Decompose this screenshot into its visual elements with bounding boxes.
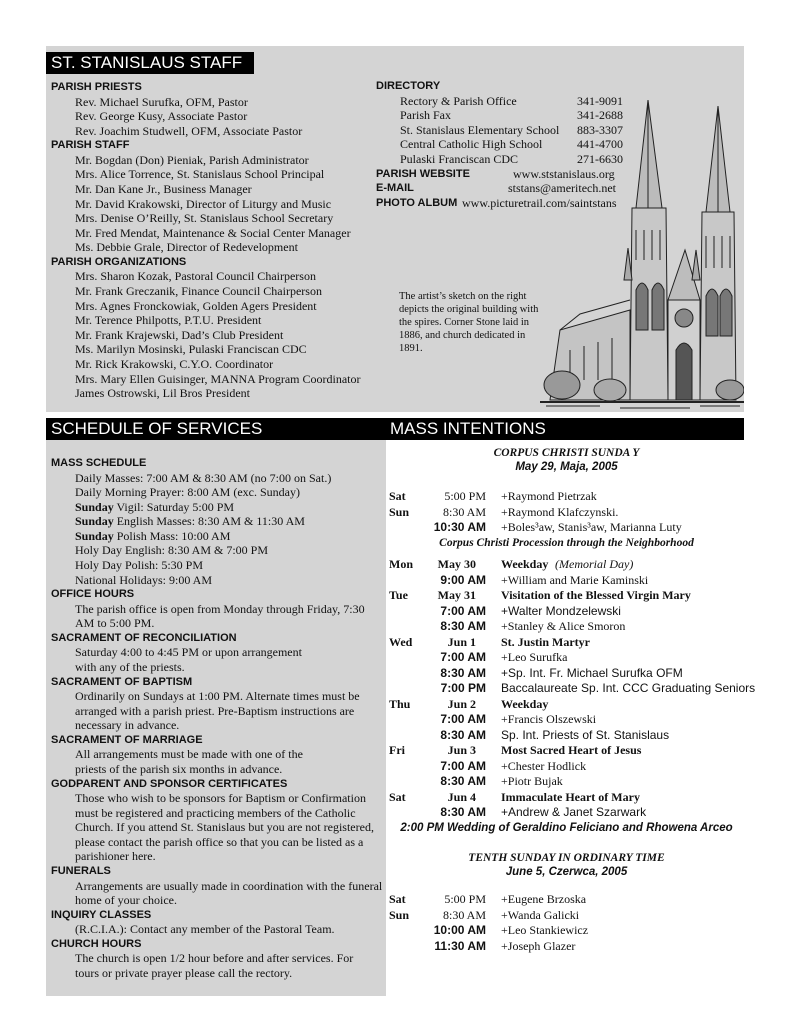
intention-time: 7:00 PM: [440, 681, 486, 695]
mass-intention-row: [389, 666, 744, 682]
mass-intention-row: [389, 923, 744, 939]
sketch-caption: The artist’s sketch on the right depicts the original building with the spires. Corner Stone laid in 1886, and church dedicated in 1891.: [399, 291, 539, 354]
staff-section-title: PARISH STAFF: [51, 139, 130, 152]
mass-intention-row: [389, 573, 744, 589]
directory-label: Pulaski Franciscan CDC: [400, 151, 518, 166]
church-hours-title: CHURCH HOURS: [51, 937, 142, 950]
staff-member: Mrs. Sharon Kozak, Pastoral Council Chairperson: [75, 269, 316, 284]
mass-schedule-line: [51, 471, 386, 486]
intention-time: 7:00 AM: [440, 650, 486, 664]
intention-text: +Francis Olszewski: [501, 712, 597, 726]
staff-member: Mrs. Alice Torrence, St. Stanislaus School Principal: [75, 167, 325, 182]
directory-label: St. Stanislaus Elementary School: [400, 122, 560, 137]
mass-schedule-text: Polish Mass: 10:00 AM: [113, 528, 231, 543]
mass-intention-row: [389, 588, 744, 604]
funerals-title: FUNERALS: [51, 865, 111, 878]
intention-time: 10:30 AM: [433, 520, 486, 534]
intention-text: Weekday: [501, 696, 549, 711]
intention-time: May 30: [437, 557, 476, 571]
directory-number: 883-3307: [577, 122, 623, 137]
directory-number: 341-2688: [577, 108, 623, 123]
intention-time: 7:00 AM: [440, 712, 486, 726]
mass-intention-row: [389, 712, 744, 728]
intention-time: Jun 4: [447, 789, 476, 804]
godparent-title: GODPARENT AND SPONSOR CERTIFICATES: [51, 777, 288, 790]
staff-member: Mr. Rick Krakowski, C.Y.O. Coordinator: [75, 357, 274, 371]
mass-schedule-text: Daily Morning Prayer: 8:00 AM (exc. Sunday): [75, 485, 300, 500]
mass-intention-row: [389, 774, 744, 790]
mass-intention-row: [389, 790, 744, 806]
reconciliation-text: Saturday 4:00 to 4:45 PM or upon arrangement with any of the priests.: [75, 645, 302, 675]
mass-intention-row: [389, 604, 744, 620]
intention-text: +Leo Stankiewicz: [501, 923, 589, 937]
staff-member: Ms. Debbie Grale, Director of Redevelopment: [75, 240, 298, 255]
intention-time: 7:00 AM: [440, 758, 486, 773]
mass-header: MASS INTENTIONS: [386, 418, 744, 440]
inquiry-classes-title: INQUIRY CLASSES: [51, 908, 152, 921]
intention-time: 11:30 AM: [434, 938, 486, 953]
baptism-text: Ordinarily on Sundays at 1:00 PM. Alternate times must be arranged with a parish priest. Pre-Baptism instructions are necessary in advance.: [75, 689, 360, 733]
intention-day: Sat: [389, 892, 406, 906]
mass-intention-row: [389, 805, 744, 821]
directory-number: 341-9091: [577, 93, 623, 108]
mass-intention-row: [389, 650, 744, 666]
intention-day: Sun: [389, 907, 410, 922]
mass-schedule-day: Sunday: [75, 499, 114, 514]
intention-time: 8:30 AM: [440, 619, 486, 633]
directory-label: Rectory & Parish Office: [400, 93, 517, 108]
mass-intention-row: [389, 939, 744, 955]
mass-schedule-text: National Holidays: 9:00 AM: [75, 572, 212, 587]
intention-text: +Stanley & Alice Smoron: [501, 619, 626, 633]
intention-time: 8:30 AM: [440, 665, 486, 680]
mass-schedule-line: [51, 529, 386, 544]
mass-intention-row: [389, 908, 744, 924]
intention-day: Mon: [389, 557, 413, 571]
mass-intention-row: [389, 759, 744, 775]
intention-time: 8:30 AM: [440, 805, 486, 819]
staff-member: Rev. George Kusy, Associate Pastor: [75, 109, 248, 124]
staff-member: Mrs. Agnes Fronckowiak, Golden Agers President: [75, 298, 317, 313]
intention-day: Fri: [389, 743, 405, 757]
church-hours-text: The church is open 1/2 hour before and after services. For tours or private prayer please call the rectory.: [75, 951, 354, 980]
intention-day: Tue: [389, 588, 408, 602]
intention-text: +Boles³aw, Stanis³aw, Marianna Luty: [501, 520, 682, 534]
staff-member: Mrs. Mary Ellen Guisinger, MANNA Program Coordinator: [75, 371, 361, 386]
intention-text: Baccalaureate Sp. Int. CCC Graduating Seniors: [501, 681, 756, 695]
intention-text: +Leo Surufka: [501, 650, 568, 664]
intention-time: 7:00 AM: [440, 603, 486, 618]
intention-text: Weekday: [501, 557, 549, 571]
intention-time: 8:30 AM: [442, 907, 486, 922]
schedule-header: SCHEDULE OF SERVICES: [46, 418, 386, 440]
intention-text: +Raymond Pietrzak: [501, 489, 597, 503]
intention-time: 5:00 PM: [444, 489, 486, 503]
intention-text: +Chester Hodlick: [501, 758, 587, 773]
intention-text: Immaculate Heart of Mary: [501, 789, 640, 804]
intention-time: May 31: [437, 588, 476, 602]
intention-text: Visitation of the Blessed Virgin Mary: [501, 588, 691, 602]
schedule-of-services: [51, 456, 386, 981]
mass-schedule-line: [51, 500, 386, 515]
directory-number: 441-4700: [577, 137, 623, 152]
mass-intention-row: [389, 635, 744, 651]
intention-day: Sat: [389, 489, 406, 503]
intention-text: +Joseph Glazer: [501, 938, 576, 953]
wedding-note: 2:00 PM Wedding of Geraldino Feliciano and Rhowena Arceo: [400, 821, 733, 834]
mass-intention-row: [389, 520, 744, 536]
staff-member: Mr. Frank Krajewski, Dad’s Club President: [75, 327, 284, 342]
directory-title: DIRECTORY: [376, 80, 441, 92]
intention-text: Sp. Int. Priests of St. Stanislaus: [501, 727, 670, 742]
intention-time: 8:30 AM: [442, 504, 486, 519]
church-sketch-illustration: [540, 100, 744, 412]
mass-schedule-text: Holy Day Polish: 5:30 PM: [75, 558, 204, 573]
funerals-text: Arrangements are usually made in coordination with the funeral home of your choice.: [75, 878, 383, 908]
intention-note: (Memorial Day): [555, 557, 634, 571]
mass-intentions: [389, 446, 756, 954]
office-hours-text: The parish office is open from Monday through Friday, 7:30 AM to 5:00 PM.: [75, 601, 365, 631]
intention-text: +Wanda Galicki: [501, 907, 580, 922]
intention-day: Sun: [389, 504, 410, 519]
photo-album-link[interactable]: www.picturetrail.com/saintstans: [462, 195, 617, 210]
marriage-text: All arrangements must be made with one of the priests of the parish six months in advance.: [75, 747, 303, 776]
photo-album-label: PHOTO ALBUM: [376, 196, 458, 209]
staff-section-title: PARISH PRIESTS: [51, 81, 142, 93]
intention-day: Sat: [389, 789, 406, 804]
mass-schedule-line: [51, 573, 386, 588]
week1-date: May 29, Maja, 2005: [515, 461, 618, 473]
email-link[interactable]: ststans@ameritech.net: [508, 181, 617, 196]
mass-intention-row: [389, 892, 744, 908]
week2-title: TENTH SUNDAY IN ORDINARY TIME: [468, 852, 665, 864]
mass-intention-row: [389, 489, 744, 505]
staff-member: Ms. Marilyn Mosinski, Pulaski Franciscan CDC: [75, 342, 307, 357]
mass-intention-row: [389, 681, 756, 697]
intention-time: 8:30 AM: [440, 774, 486, 788]
intention-text: +Eugene Brzoska: [501, 892, 587, 906]
mass-schedule-day: Sunday: [75, 528, 114, 543]
parish-website-link[interactable]: www.ststanislaus.org: [513, 166, 615, 181]
mass-schedule-text: Vigil: Saturday 5:00 PM: [113, 499, 235, 514]
mass-schedule-title: MASS SCHEDULE: [51, 457, 147, 469]
intention-time: 8:30 AM: [440, 727, 486, 742]
staff-member: Mrs. Denise O’Reilly, St. Stanislaus School Secretary: [75, 211, 334, 226]
staff-member: Rev. Joachim Studwell, OFM, Associate Pastor: [75, 123, 303, 138]
reconciliation-title: SACRAMENT OF RECONCILIATION: [51, 631, 237, 644]
mass-intention-row: [389, 557, 744, 573]
intention-text: +Andrew & Janet Szarwark: [501, 805, 647, 819]
baptism-title: SACRAMENT OF BAPTISM: [51, 675, 193, 688]
intention-time: 10:00 AM: [433, 923, 486, 937]
mass-schedule-line: [51, 558, 386, 573]
mass-schedule-day: Sunday: [75, 514, 114, 529]
marriage-title: SACRAMENT OF MARRIAGE: [51, 733, 203, 746]
directory-label: Central Catholic High School: [400, 137, 543, 152]
staff-member: Mr. Bogdan (Don) Pieniak, Parish Administrator: [75, 152, 309, 167]
intention-text: +Walter Mondzelewski: [501, 603, 621, 618]
mass-intention-row: [389, 743, 744, 759]
intention-time: Jun 1: [447, 634, 476, 649]
intention-text: +Piotr Bujak: [501, 774, 563, 788]
directory-label: Parish Fax: [400, 108, 451, 123]
mass-schedule-line: [51, 514, 386, 529]
intention-text: St. Justin Martyr: [501, 634, 590, 649]
intention-day: Wed: [389, 634, 413, 649]
procession-note: Corpus Christi Procession through the Neighborhood: [439, 536, 694, 549]
staff-list: [51, 80, 381, 401]
directory-number: 271-6630: [577, 151, 623, 166]
email-label: E-MAIL: [376, 182, 414, 195]
staff-member: Mr. Terence Philpotts, P.T.U. President: [75, 313, 262, 328]
mass-schedule-text: Daily Masses: 7:00 AM & 8:30 AM (no 7:00 on Sat.): [75, 470, 332, 485]
mass-schedule-text: Holy Day English: 8:30 AM & 7:00 PM: [75, 543, 269, 558]
intention-time: 9:00 AM: [440, 572, 486, 587]
intention-time: Jun 3: [447, 743, 476, 757]
staff-member: James Ostrowski, Lil Bros President: [75, 386, 250, 401]
week2-date: June 5, Czerwca, 2005: [505, 866, 628, 878]
intention-text: +William and Marie Kaminski: [501, 572, 649, 587]
inquiry-classes-text: (R.C.I.A.): Contact any member of the Pastoral Team.: [75, 922, 335, 937]
staff-member: Rev. Michael Surufka, OFM, Pastor: [75, 94, 248, 109]
mass-schedule-line: [51, 485, 386, 500]
week1-title: CORPUS CHRISTI SUNDA Y: [493, 447, 640, 459]
intention-text: Most Sacred Heart of Jesus: [501, 743, 642, 757]
mass-schedule-line: [51, 543, 386, 558]
mass-schedule-text: English Masses: 8:30 AM & 11:30 AM: [113, 514, 305, 529]
intention-text: +Sp. Int. Fr. Michael Surufka OFM: [501, 665, 683, 680]
mass-intention-row: [389, 728, 744, 744]
parish-website-label: PARISH WEBSITE: [376, 167, 470, 180]
staff-member: Mr. David Krakowski, Director of Liturgy and Music: [75, 196, 332, 211]
intention-time: 5:00 PM: [444, 892, 486, 906]
staff-member: Mr. Fred Mendat, Maintenance & Social Center Manager: [75, 225, 351, 240]
mass-intention-row: [389, 505, 744, 521]
mass-intention-row: [389, 619, 744, 635]
intention-text: +Raymond Klafczynski.: [501, 504, 619, 519]
staff-member: Mr. Dan Kane Jr., Business Manager: [75, 181, 252, 196]
intention-time: Jun 2: [447, 696, 476, 711]
mass-intention-row: [389, 697, 744, 713]
intention-day: Thu: [389, 696, 411, 711]
godparent-text: Those who wish to be sponsors for Baptism or Confirmation must be registered and practicing members of the Catholic Church. If you attend St. Stanislaus but you are not registered, please contact the parish office so that you can be listed as a parishioner here.: [75, 791, 374, 864]
staff-section-title: PARISH ORGANIZATIONS: [51, 255, 187, 268]
staff-header: ST. STANISLAUS STAFF: [46, 52, 254, 74]
staff-member: Mr. Frank Greczanik, Finance Council Chairperson: [75, 284, 322, 299]
office-hours-title: OFFICE HOURS: [51, 588, 135, 601]
